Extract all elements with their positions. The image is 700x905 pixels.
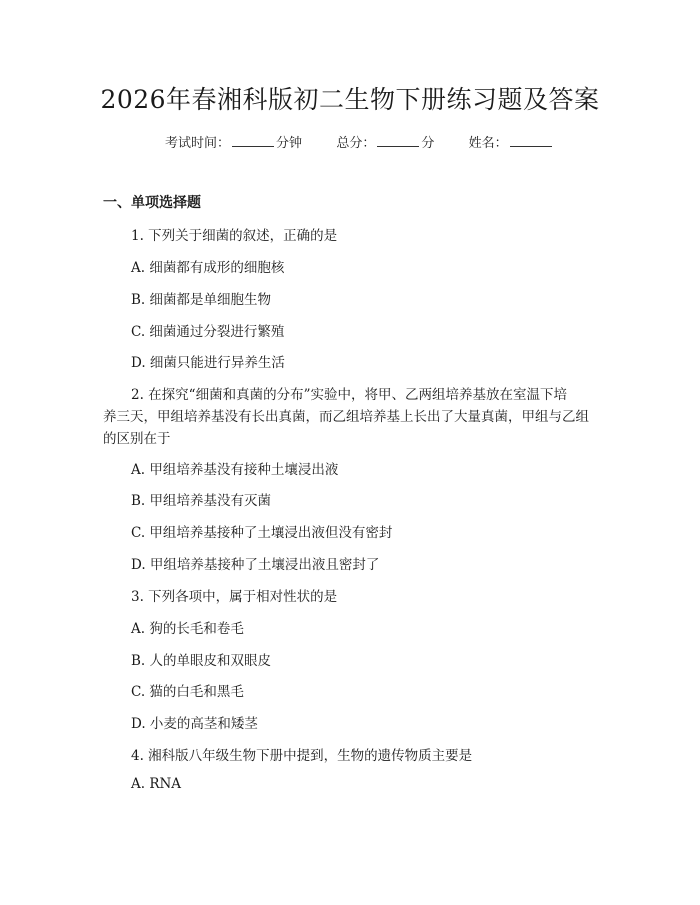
name-field xyxy=(469,132,554,151)
question-1-option-c: C. 细菌通过分裂进行繁殖 xyxy=(131,324,285,340)
question-2-option-a: A. 甲组培养基没有接种土壤浸出液 xyxy=(131,462,339,478)
name-blank xyxy=(510,134,552,147)
exam-time-label: 考试时间： xyxy=(165,136,231,151)
question-3-option-b: B. 人的单眼皮和双眼皮 xyxy=(131,653,272,669)
exam-info xyxy=(165,132,554,151)
document-title: 2026年春湘科版初二生物下册练习题及答案 xyxy=(100,85,600,114)
exam-time-unit: 分钟 xyxy=(276,136,303,151)
exam-time-field xyxy=(165,132,302,151)
question-2-option-b: B. 甲组培养基没有灭菌 xyxy=(131,493,272,509)
question-3-option-a: A. 狗的长毛和卷毛 xyxy=(131,621,244,637)
question-2-stem: 2. 在探究“细菌和真菌的分布”实验中，将甲、乙两组培养基放在室温下培 xyxy=(131,387,567,403)
question-1-option-b: B. 细菌都是单细胞生物 xyxy=(131,292,272,308)
question-2-option-d: D. 甲组培养基接种了土壤浸出液且密封了 xyxy=(131,557,380,573)
question-3-option-d: D. 小麦的高茎和矮茎 xyxy=(131,716,258,732)
total-score-field xyxy=(336,132,434,151)
question-3-stem: 3. 下列各项中，属于相对性状的是 xyxy=(131,589,338,605)
question-2-stem-continued: 的区别在于 xyxy=(103,431,171,447)
question-1-stem: 1. 下列关于细菌的叙述，正确的是 xyxy=(131,228,338,244)
question-4-option-a: A. RNA xyxy=(131,776,182,792)
question-3-option-c: C. 猫的白毛和黑毛 xyxy=(131,684,244,700)
total-score-label: 总分： xyxy=(336,136,376,151)
total-score-unit: 分 xyxy=(421,136,435,151)
question-1-option-a: A. 细菌都有成形的细胞核 xyxy=(131,260,285,276)
question-1-option-d: D. 细菌只能进行异养生活 xyxy=(131,355,285,371)
exam-time-blank xyxy=(232,134,274,147)
total-score-blank xyxy=(377,134,419,147)
question-2-option-c: C. 甲组培养基接种了土壤浸出液但没有密封 xyxy=(131,525,393,541)
name-label: 姓名： xyxy=(468,136,508,151)
section-heading: 一、单项选择题 xyxy=(103,195,201,211)
question-4-stem: 4. 湘科版八年级生物下册中提到，生物的遗传物质主要是 xyxy=(131,748,473,764)
question-2-stem-continued: 养三天，甲组培养基没有长出真菌，而乙组培养基上长出了大量真菌，甲组与乙组 xyxy=(103,409,589,425)
